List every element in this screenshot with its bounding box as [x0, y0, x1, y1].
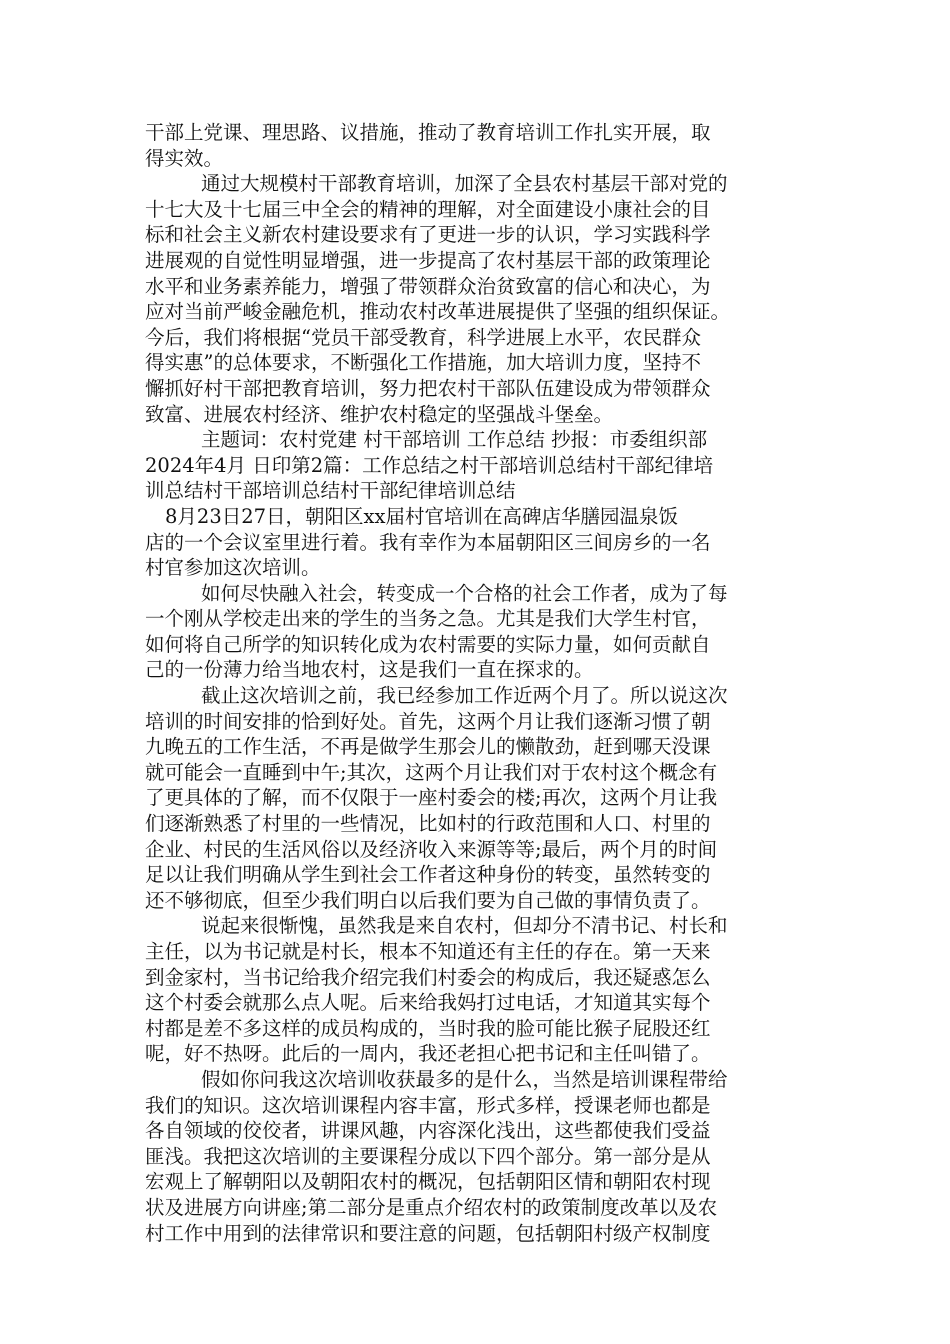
text-line: 如何尽快融入社会，转变成一个合格的社会工作者，成为了每 — [201, 581, 728, 605]
text-line: 足以让我们明确从学生到社会工作者这种身份的转变，虽然转变的 — [145, 863, 711, 887]
text-line: 懈抓好村干部把教育培训，努力把农村干部队伍建设成为带领群众 — [145, 376, 711, 400]
text-line: 假如你问我这次培训收获最多的是什么，当然是培训课程带给 — [201, 1067, 728, 1091]
text-line: 进展观的自觉性明显增强，进一步提高了农村基层干部的政策理论 — [145, 248, 711, 272]
text-line: 各自领域的佼佼者，讲课风趣，内容深化浅出，这些都使我们受益 — [145, 1119, 711, 1143]
text-line: 干部上党课、理思路、议措施，推动了教育培训工作扎实开展，取 — [145, 121, 711, 144]
text-line: 致富、进展农村经济、维护农村稳定的坚强战斗堡垒。 — [145, 402, 614, 426]
text-line: 宏观上了解朝阳以及朝阳农村的概况，包括朝阳区情和朝阳农村现 — [145, 1170, 711, 1194]
text-line: 了更具体的了解，而不仅限于一座村委会的楼;再次，这两个月让我 — [145, 786, 718, 810]
text-line: 到金家村，当书记给我介绍完我们村委会的构成后，我还疑惑怎么 — [145, 965, 711, 989]
text-line: 我们的知识。这次培训课程内容丰富，形式多样，授课老师也都是 — [145, 1093, 711, 1117]
text-line: 村官参加这次培训。 — [145, 556, 321, 580]
text-line: 2024年4月 日印第2篇：工作总结之村干部培训总结村干部纪律培 — [145, 453, 714, 477]
text-line: 得实效。 — [145, 146, 224, 170]
text-line: 就可能会一直睡到中午;其次，这两个月让我们对于农村这个概念有 — [145, 760, 718, 784]
text-line: 村都是差不多这样的成员构成的，当时我的脸可能比猴子屁股还红 — [145, 1016, 711, 1040]
text-line: 匪浅。我把这次培训的主要课程分成以下四个部分。第一部分是从 — [145, 1144, 711, 1168]
text-line: 8月23日27日，朝阳区xx届村官培训在高碑店华膳园温泉饭 — [165, 504, 679, 528]
text-line: 状及进展方向讲座;第二部分是重点介绍农村的政策制度改革以及农 — [145, 1195, 718, 1219]
text-line: 还不够彻底，但至少我们明白以后我们要为自己做的事情负责了。 — [145, 888, 711, 912]
text-line: 如何将自己所学的知识转化成为农村需要的实际力量，如何贡献自 — [145, 632, 711, 656]
text-line: 截止这次培训之前，我已经参加工作近两个月了。所以说这次 — [201, 684, 728, 708]
text-line: 培训的时间安排的恰到好处。首先，这两个月让我们逐渐习惯了朝 — [145, 709, 711, 733]
text-line: 主题词：农村党建 村干部培训 工作总结 抄报：市委组织部 — [201, 428, 708, 452]
text-line: 通过大规模村干部教育培训，加深了全县农村基层干部对党的 — [201, 172, 728, 196]
text-line: 标和社会主义新农村建设要求有了更进一步的认识，学习实践科学 — [145, 223, 711, 247]
text-line: 村工作中用到的法律常识和要注意的问题，包括朝阳村级产权制度 — [145, 1221, 711, 1245]
text-line: 们逐渐熟悉了村里的一些情况，比如村的行政范围和人口、村里的 — [145, 812, 711, 836]
text-line: 己的一份薄力给当地农村，这是我们一直在探求的。 — [145, 658, 594, 682]
document-page — [145, 120, 820, 1246]
text-line: 水平和业务素养能力，增强了带领群众治贫致富的信心和决心，为 — [145, 274, 711, 298]
text-line: 主任，以为书记就是村长，根本不知道还有主任的存在。第一天来 — [145, 940, 711, 963]
text-line: 十七大及十七届三中全会的精神的理解，对全面建设小康社会的目 — [145, 197, 711, 221]
text-line: 说起来很惭愧，虽然我是来自农村，但却分不清书记、村长和 — [201, 914, 728, 938]
text-line: 呢，好不热呀。此后的一周内，我还老担心把书记和主任叫错了。 — [145, 1042, 711, 1066]
text-line: 九晚五的工作生活，不再是做学生那会儿的懒散劲，赶到哪天没课 — [145, 735, 711, 759]
text-line: 店的一个会议室里进行着。我有幸作为本届朝阳区三间房乡的一名 — [145, 530, 711, 554]
text-line: 训总结村干部培训总结村干部纪律培训总结 — [145, 479, 516, 503]
text-line: 应对当前严峻金融危机，推动农村改革进展提供了坚强的组织保证。 — [145, 300, 731, 324]
text-line: 一个刚从学校走出来的学生的当务之急。尤其是我们大学生村官， — [145, 607, 711, 631]
text-line: 企业、村民的生活风俗以及经济收入来源等等;最后，两个月的时间 — [145, 837, 718, 861]
text-line: 得实惠”的总体要求，不断强化工作措施，加大培训力度，坚持不 — [145, 351, 701, 375]
text-line: 这个村委会就那么点人呢。后来给我妈打过电话，才知道其实每个 — [145, 991, 711, 1015]
text-line: 今后，我们将根据“党员干部受教育，科学进展上水平，农民群众 — [145, 325, 701, 349]
